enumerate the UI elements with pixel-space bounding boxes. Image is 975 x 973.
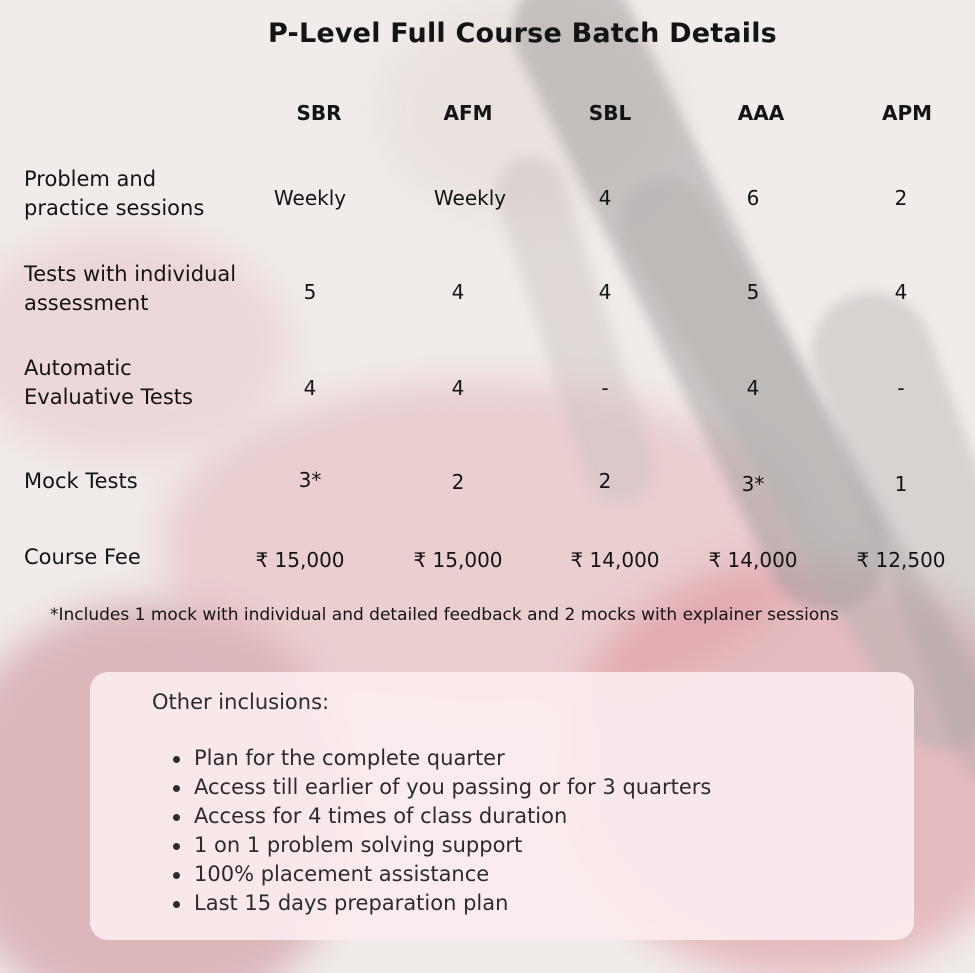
table-cell: 2 [598, 469, 612, 493]
fee-cell: ₹ 15,000 [255, 548, 345, 572]
row-label-practice-sessions: Problem and practice sessions [24, 167, 205, 220]
table-cell: - [601, 376, 609, 400]
table-cell: 4 [894, 280, 908, 304]
table-cell: 2 [451, 470, 465, 494]
column-header-aaa: AAA [737, 101, 785, 125]
table-cell: 5 [303, 280, 317, 304]
row-label-tests-assessment: Tests with individual assessment [24, 262, 237, 315]
list-item: 1 on 1 problem solving support [194, 831, 711, 860]
table-cell: 4 [746, 376, 760, 400]
table-cell: 6 [746, 186, 760, 210]
list-item: 100% placement assistance [194, 860, 711, 889]
list-item: Plan for the complete quarter [194, 744, 711, 773]
table-cell: 4 [598, 186, 612, 210]
table-cell: 5 [746, 280, 760, 304]
column-header-afm: AFM [443, 101, 493, 125]
table-cell: - [897, 376, 905, 400]
list-item: Last 15 days preparation plan [194, 889, 711, 918]
table-cell: 4 [451, 280, 465, 304]
list-item: Access till earlier of you passing or for 3 quarters [194, 773, 711, 802]
table-cell: 2 [894, 186, 908, 210]
inclusions-list [194, 744, 711, 918]
footnote: *Includes 1 mock with individual and detailed feedback and 2 mocks with explainer sessions [50, 605, 839, 625]
table-cell: Weekly [273, 186, 347, 210]
list-item: Access for 4 times of class duration [194, 802, 711, 831]
column-header-sbr: SBR [296, 101, 342, 125]
other-inclusions-panel [90, 672, 914, 940]
fee-cell: ₹ 15,000 [413, 548, 503, 572]
table-cell: 1 [894, 472, 908, 496]
row-label-mock-tests: Mock Tests [24, 469, 138, 493]
table-cell: 4 [303, 376, 317, 400]
table-cell: 4 [451, 376, 465, 400]
fee-cell: ₹ 14,000 [708, 548, 798, 572]
table-cell: 3* [298, 468, 322, 492]
column-header-apm: APM [881, 101, 933, 125]
fee-cell: ₹ 12,500 [856, 548, 946, 572]
row-label-evaluative-tests: Automatic Evaluative Tests [24, 356, 193, 409]
column-header-sbl: SBL [588, 101, 632, 125]
table-cell: 3* [741, 472, 765, 496]
fee-cell: ₹ 14,000 [570, 548, 660, 572]
page-title: P-Level Full Course Batch Details [268, 18, 777, 49]
row-label-course-fee: Course Fee [24, 545, 141, 569]
inclusions-heading: Other inclusions: [152, 690, 330, 714]
table-cell: Weekly [433, 186, 507, 210]
table-cell: 4 [598, 280, 612, 304]
